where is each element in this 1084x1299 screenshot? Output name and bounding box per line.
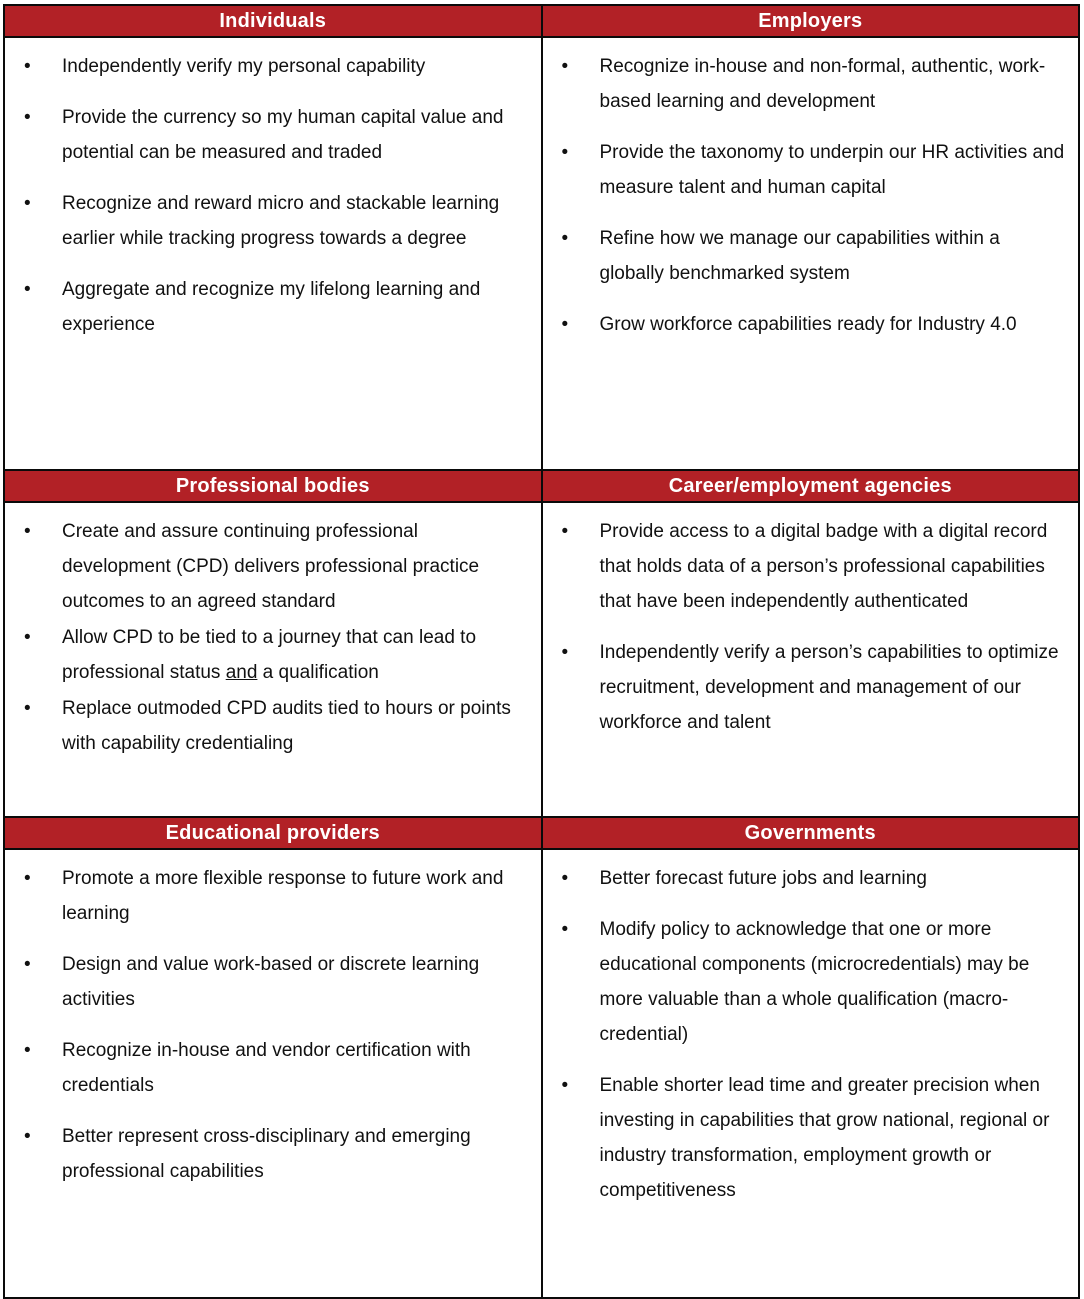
bullet-item [21,186,531,256]
bullet-marker: • [561,142,569,163]
bullet-list [21,861,531,1189]
stakeholder-benefits-table [3,4,1080,1299]
bullet-item [559,912,1069,1052]
bullet-item [21,272,531,342]
bullet-text: Better forecast future jobs and learning [599,868,927,889]
bullet-marker: • [24,698,31,719]
bullet-list [559,49,1069,342]
bullet-marker: • [24,521,31,542]
section-title: Governments [744,821,876,844]
bullet-item [559,135,1069,205]
bullet-marker: • [24,868,31,889]
section-body-employers [542,37,1080,470]
bullet-marker: • [561,642,569,663]
body-row-1 [4,37,1079,470]
section-title: Employers [758,9,863,32]
bullet-text: Recognize in-house and non-formal, authentic, work-based learning and development [599,56,1046,112]
section-header-governments [542,817,1080,849]
bullet-text: Provide access to a digital badge with a digital record that holds data of a person’s professional capabilities that have been independently authenticated [599,521,1048,612]
bullet-text: Provide the taxonomy to underpin our HR activities and measure talent and human capital [599,142,1065,198]
section-title: Individuals [219,9,327,32]
section-header-educational-providers [4,817,542,849]
body-row-3 [4,849,1079,1298]
bullet-item [21,620,531,690]
section-header-professional-bodies [4,470,542,502]
bullet-item [559,221,1069,291]
section-title: Educational providers [165,821,380,844]
bullet-marker: • [24,107,31,128]
bullet-marker: • [561,228,569,249]
bullet-marker: • [24,1040,31,1061]
bullet-marker: • [561,1075,569,1096]
header-row-3 [4,817,1079,849]
bullet-list [559,514,1069,740]
bullet-item [21,1119,531,1189]
section-title: Career/employment agencies [668,474,952,497]
bullet-list [21,49,531,342]
bullet-text: Aggregate and recognize my lifelong learning and experience [62,279,481,335]
bullet-text: Enable shorter lead time and greater precision when investing in capabilities that grow national, regional or industry transformation, employment growth or competitiveness [599,1075,1050,1201]
bullet-marker: • [561,868,569,889]
bullet-item [559,49,1069,119]
bullet-marker: • [24,193,31,214]
bullet-text: Independently verify a person’s capabilities to optimize recruitment, development and management of our workforce and talent [599,642,1059,733]
section-header-career-employment-agencies [542,470,1080,502]
bullet-item [559,514,1069,619]
bullet-text: and [225,662,258,683]
bullet-item [21,691,531,761]
section-header-employers [542,5,1080,37]
section-title: Professional bodies [175,474,370,497]
bullet-marker: • [24,1126,31,1147]
bullet-text: Recognize in-house and vendor certification with credentials [62,1040,471,1096]
bullet-text: Recognize and reward micro and stackable learning earlier while tracking progress towards a degree [62,193,500,249]
bullet-text: Promote a more flexible response to future work and learning [62,868,504,924]
bullet-marker: • [24,627,31,648]
section-body-professional-bodies [4,502,542,817]
bullet-item [21,947,531,1017]
bullet-item [21,514,531,619]
bullet-text: Replace outmoded CPD audits tied to hours or points with capability credentialing [62,698,511,754]
bullet-text: Allow CPD to be tied to a journey that can lead to professional status [62,627,477,683]
bullet-text: Design and value work-based or discrete learning activities [62,954,480,1010]
bullet-marker: • [561,521,569,542]
bullet-text: Independently verify my personal capability [62,56,426,77]
bullet-marker: • [24,56,31,77]
bullet-item [21,49,531,84]
section-body-individuals [4,37,542,470]
body-row-2 [4,502,1079,817]
section-body-governments [542,849,1080,1298]
header-row-1 [4,5,1079,37]
bullet-item [559,307,1069,342]
bullet-text: Grow workforce capabilities ready for Industry 4.0 [599,314,1017,335]
bullet-list [21,514,531,761]
bullet-text: Better represent cross-disciplinary and emerging professional capabilities [62,1126,471,1182]
bullet-text: Create and assure continuing professional development (CPD) delivers professional practice outcomes to an agreed standard [62,521,480,612]
bullet-item [559,635,1069,740]
bullet-item [21,1033,531,1103]
bullet-list [559,861,1069,1208]
bullet-marker: • [561,314,569,335]
bullet-marker: • [561,56,569,77]
bullet-marker: • [561,919,569,940]
bullet-item [559,861,1069,896]
section-header-individuals [4,5,542,37]
bullet-text: Provide the currency so my human capital value and potential can be measured and traded [62,107,504,163]
bullet-marker: • [24,279,31,300]
section-body-career-employment-agencies [542,502,1080,817]
bullet-text: a qualification [257,662,379,683]
bullet-item [559,1068,1069,1208]
bullet-item [21,861,531,931]
bullet-text: Modify policy to acknowledge that one or more educational components (microcredentials) may be more valuable than a whole qualification (macro-credential) [599,919,1030,1045]
section-body-educational-providers [4,849,542,1298]
bullet-text: Refine how we manage our capabilities within a globally benchmarked system [599,228,1000,284]
bullet-marker: • [24,954,31,975]
header-row-2 [4,470,1079,502]
bullet-item [21,100,531,170]
